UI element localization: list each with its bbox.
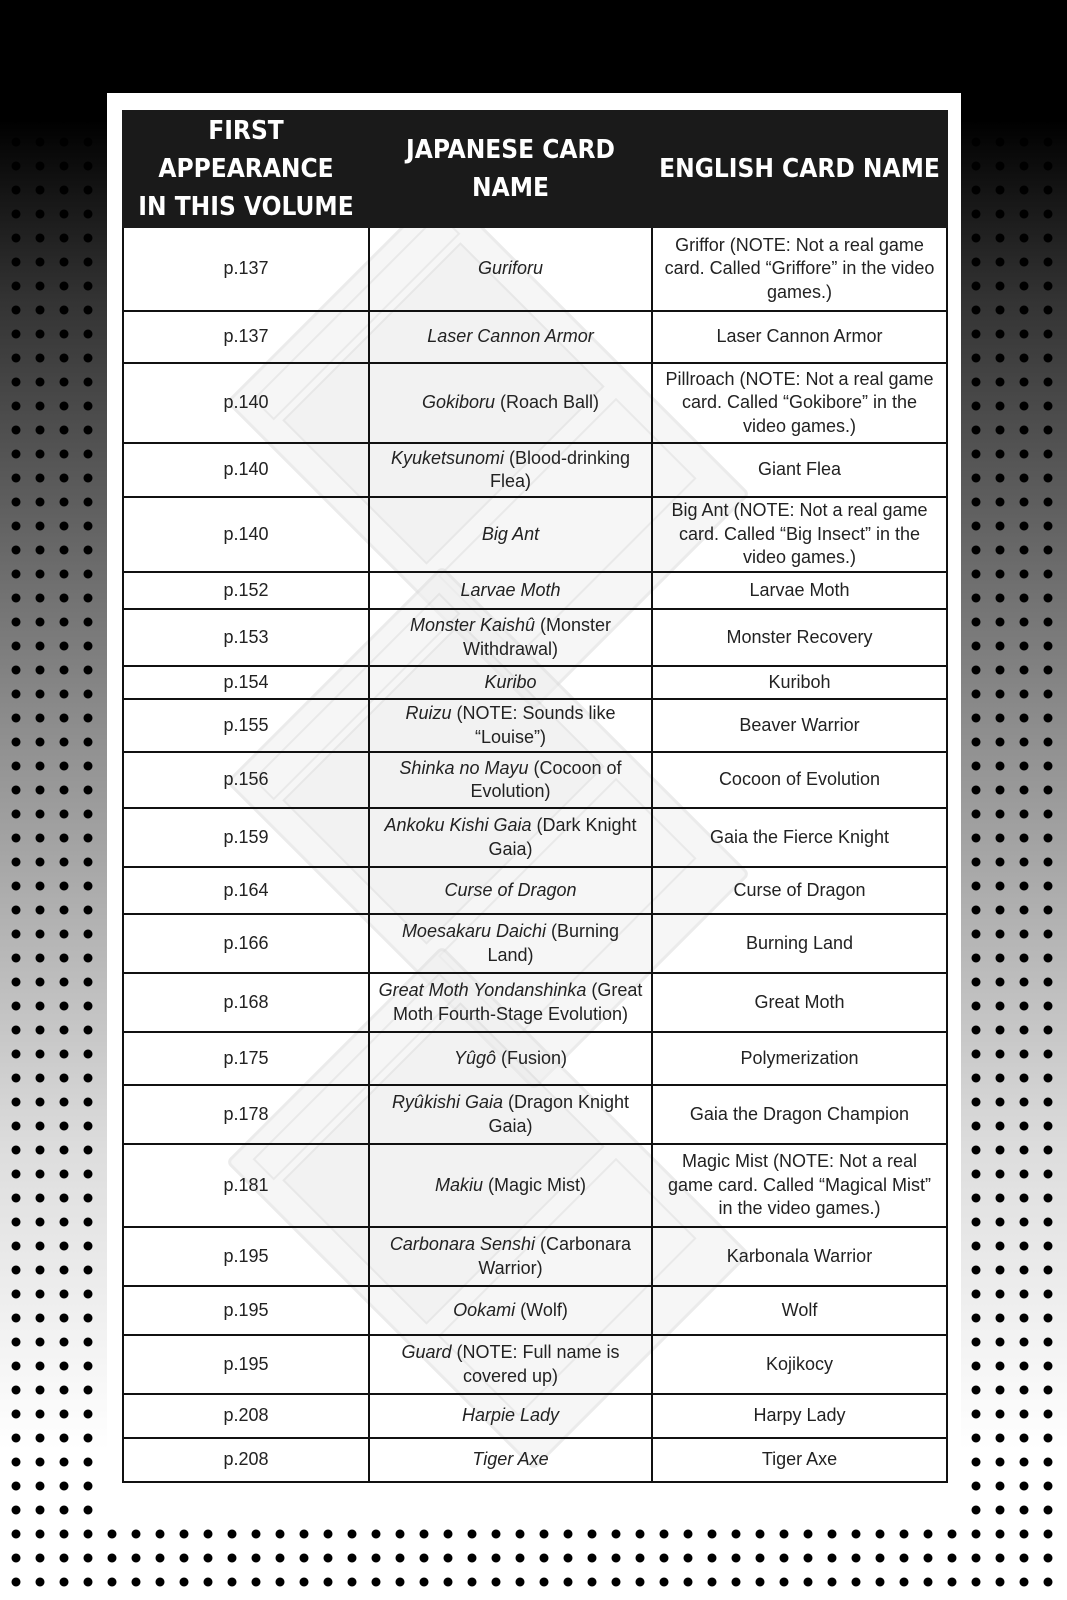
english-name-cell: Kojikocy [652,1335,947,1394]
table-row [123,867,947,914]
table-row [123,699,947,752]
japanese-name-translation: (Burning Land) [487,921,620,965]
japanese-name-translation: (Fusion) [496,1047,568,1068]
japanese-name-cell [369,443,652,497]
first-appearance-cell: p.155 [123,699,369,752]
japanese-name-cell [369,363,652,443]
japanese-name-romaji: Makiu [434,1174,483,1195]
japanese-name-cell [369,1335,652,1394]
japanese-name-cell [369,1085,652,1144]
table-row [123,443,947,497]
japanese-name-cell [369,752,652,808]
first-appearance-cell: p.175 [123,1032,369,1085]
japanese-name-translation: (NOTE: Full name is covered up) [451,1342,620,1386]
japanese-name-cell [369,572,652,609]
table-row [123,1286,947,1335]
english-name-cell: Gaia the Dragon Champion [652,1085,947,1144]
english-name-cell: Karbonala Warrior [652,1227,947,1286]
japanese-name-translation: (Carbonara Warrior) [478,1234,632,1278]
japanese-name-cell [369,1032,652,1085]
japanese-name-cell [369,914,652,973]
japanese-name-translation: (Dark Knight Gaia) [488,815,637,859]
first-appearance-cell: p.153 [123,609,369,666]
japanese-name-romaji: Carbonara Senshi [389,1234,536,1254]
english-name-cell: Laser Cannon Armor [652,311,947,363]
first-appearance-cell: p.156 [123,752,369,808]
english-name-cell: Beaver Warrior [652,699,947,752]
japanese-name-romaji: Guriforu [477,258,544,279]
japanese-name-cell [369,311,652,363]
table-row [123,1227,947,1286]
japanese-name-romaji: Ankoku Kishi Gaia [384,815,532,835]
english-name-cell: Tiger Axe [652,1438,947,1482]
japanese-name-cell [369,867,652,914]
english-name-cell: Big Ant (NOTE: Not a real game card. Called “Big Insect” in the video games.) [652,497,947,572]
english-name-cell: Burning Land [652,914,947,973]
first-appearance-cell: p.140 [123,363,369,443]
english-name-cell: Wolf [652,1286,947,1335]
header-first-appearance: FIRST APPEARANCE IN THIS VOLUME [123,111,369,227]
english-name-cell: Larvae Moth [652,572,947,609]
japanese-name-romaji: Great Moth Yondanshinka [378,980,587,1000]
english-name-cell: Cocoon of Evolution [652,752,947,808]
japanese-name-translation: (Great Moth Fourth-Stage Evolution) [392,980,643,1024]
japanese-name-romaji: Harpie Lady [461,1405,560,1426]
first-appearance-cell: p.140 [123,443,369,497]
japanese-name-cell [369,973,652,1032]
first-appearance-cell: p.208 [123,1394,369,1438]
japanese-name-cell [369,1438,652,1482]
japanese-name-romaji: Ruizu [405,703,452,723]
table-header-row [123,111,947,227]
english-name-cell: Great Moth [652,973,947,1032]
header-english-card-name: ENGLISH CARD NAME [652,111,947,227]
japanese-name-translation: (Roach Ball) [495,392,600,413]
table-row [123,808,947,867]
table-row [123,1394,947,1438]
first-appearance-cell: p.137 [123,227,369,311]
first-appearance-cell: p.195 [123,1227,369,1286]
first-appearance-cell: p.164 [123,867,369,914]
first-appearance-cell: p.178 [123,1085,369,1144]
table-row [123,1085,947,1144]
table-row [123,363,947,443]
japanese-name-romaji: Kuribo [484,671,537,692]
japanese-name-translation: (Blood-drinking Flea) [489,447,631,491]
japanese-name-cell [369,609,652,666]
japanese-name-cell [369,497,652,572]
table-row [123,311,947,363]
table-row [123,752,947,808]
japanese-name-romaji: Yûgô [453,1047,497,1068]
japanese-name-romaji: Guard [401,1342,452,1362]
japanese-name-translation: (Magic Mist) [483,1174,586,1195]
first-appearance-cell: p.166 [123,914,369,973]
japanese-name-romaji: Monster Kaishû [409,615,536,635]
english-name-cell: Giant Flea [652,443,947,497]
japanese-name-romaji: Tiger Axe [472,1449,549,1470]
table-row [123,1438,947,1482]
first-appearance-cell: p.195 [123,1286,369,1335]
japanese-name-cell [369,1144,652,1227]
header-japanese-card-name: JAPANESE CARD NAME [369,111,652,227]
japanese-name-romaji: Big Ant [481,523,540,544]
english-name-cell: Griffor (NOTE: Not a real game card. Called “Griffore” in the video games.) [652,227,947,311]
japanese-name-translation: (Dragon Knight Gaia) [488,1092,630,1136]
english-name-cell: Curse of Dragon [652,867,947,914]
first-appearance-cell: p.195 [123,1335,369,1394]
table-row [123,572,947,609]
english-name-cell: Harpy Lady [652,1394,947,1438]
japanese-name-romaji: Ryûkishi Gaia [391,1092,503,1112]
table-row [123,227,947,311]
table-row [123,973,947,1032]
japanese-name-romaji: Gokiboru [421,392,495,413]
table-row [123,1032,947,1085]
japanese-name-romaji: Moesakaru Daichi [401,921,546,941]
card-name-table [122,110,948,1483]
table-row [123,914,947,973]
first-appearance-cell: p.137 [123,311,369,363]
japanese-name-cell [369,1394,652,1438]
japanese-name-romaji: Kyuketsunomi [390,447,504,468]
first-appearance-cell: p.159 [123,808,369,867]
table-body [123,227,947,1482]
japanese-name-cell [369,227,652,311]
japanese-name-cell [369,1227,652,1286]
english-name-cell: Magic Mist (NOTE: Not a real game card. Called “Magical Mist” in the video games.) [652,1144,947,1227]
english-name-cell: Polymerization [652,1032,947,1085]
japanese-name-cell [369,699,652,752]
table-row [123,609,947,666]
table-row [123,497,947,572]
first-appearance-cell: p.152 [123,572,369,609]
japanese-name-cell [369,1286,652,1335]
japanese-name-romaji: Larvae Moth [460,579,561,600]
first-appearance-cell: p.140 [123,497,369,572]
first-appearance-cell: p.181 [123,1144,369,1227]
japanese-name-translation: (Monster Withdrawal) [462,615,612,659]
table-row [123,666,947,699]
table-row [123,1144,947,1227]
first-appearance-cell: p.208 [123,1438,369,1482]
english-name-cell: Pillroach (NOTE: Not a real game card. Called “Gokibore” in the video games.) [652,363,947,443]
japanese-name-translation: (NOTE: Sounds like “Louise”) [451,703,616,747]
japanese-name-translation: (Cocoon of Evolution) [470,757,622,801]
table-row [123,1335,947,1394]
japanese-name-romaji: Ookami [453,1299,516,1320]
english-name-cell: Monster Recovery [652,609,947,666]
first-appearance-cell: p.168 [123,973,369,1032]
english-name-cell: Gaia the Fierce Knight [652,808,947,867]
japanese-name-romaji: Laser Cannon Armor [427,326,594,347]
japanese-name-romaji: Shinka no Mayu [399,757,529,778]
japanese-name-romaji: Curse of Dragon [444,879,577,900]
japanese-name-cell [369,666,652,699]
japanese-name-cell [369,808,652,867]
english-name-cell: Kuriboh [652,666,947,699]
first-appearance-cell: p.154 [123,666,369,699]
japanese-name-translation: (Wolf) [515,1299,568,1320]
